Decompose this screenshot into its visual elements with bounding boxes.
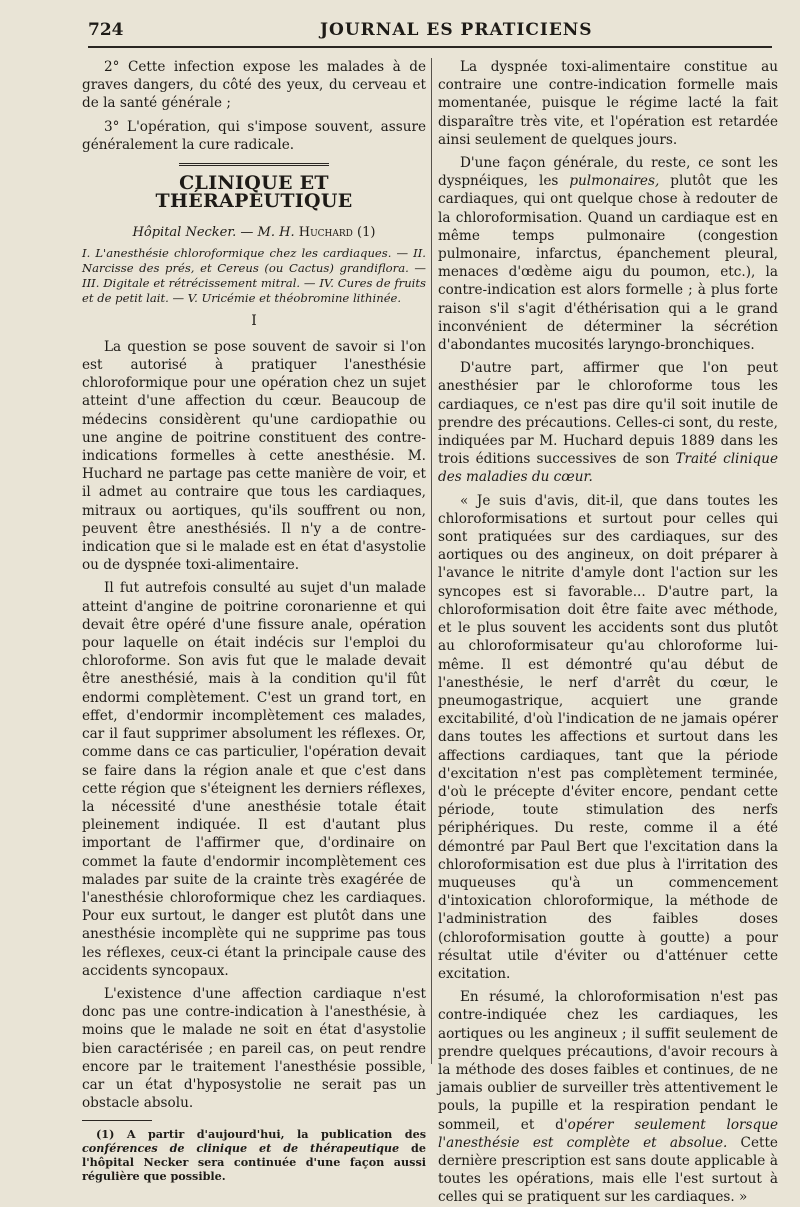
journal-title: JOURNAL ES PRATICIENS	[320, 20, 593, 40]
left-column	[82, 58, 426, 1184]
page-header	[88, 20, 772, 46]
quotation-paragraph: « Je suis d'avis, dit-il, que dans toutes les chloroformisations et surtout pour celles qui sont pratiquées sur des cardiaques, sur des aortiques ou des angineux, on doit préparer à l'avance le nitrite d'amyle dont l'action sur les syncopes est si favorable... D'autre part, la chloroformisation doit être faite avec méthode, et le plus souvent les accidents sont dus plutôt au chloroformisateur qu'au chloroforme lui-même. Il est démontré qu'au début de l'anesthésie, le nerf d'arrêt du cœur, le pneumogastrique, acquiert une grande excitabilité, d'où l'indication de ne jamais opérer dans toutes les affections et surtout dans les affections cardiaques, tant que la période d'excitation n'est pas complètement terminée, d'où le précepte d'éviter encore, pendant cette période, toute stimulation des nerfs périphériques. Du reste, comme il a été démontré par Paul Bert que l'excitation dans la chloroformisation est due plus à l'irritation des muqueuses qu'à un commencement d'intoxication chloroformique, la méthode de l'administration des faibles doses (chloroformisation goutte à goutte) a pour résultat utile d'éviter ou d'atténuer cette excitation.	[438, 492, 778, 982]
footnote-ref: (1)	[352, 225, 376, 241]
body-paragraph	[438, 359, 778, 486]
section-ornament	[179, 163, 329, 166]
body-paragraph: La question se pose souvent de savoir si l'on est autorisé à pratiquer l'anesthésie chloroformique pour une opération chez un sujet atteint d'une affection du cœur. Beaucoup de médecins considèrent qu'une cardiopathie ou une angine de poitrine constituent des contre-indications formelles à cette anesthésie. M. Huchard ne partage pas cette manière de voir, et il admet au contraire que tous les cardiaques, mitraux ou aortiques, qu'ils souffrent ou non, peuvent être anesthésiés. Il n'y a de contre-indication que si le malade est en état d'asystolie ou de dyspnée toxi-alimentaire.	[82, 338, 426, 574]
book-title: Traité clinique des maladies du cœur.	[438, 451, 778, 486]
lecture-byline	[82, 224, 426, 242]
header-rule	[88, 46, 772, 48]
right-column	[438, 58, 778, 1206]
footnote-text: de l'hôpital Necker sera continuée d'une façon aussi régulière que possible.	[82, 1141, 426, 1184]
part-numeral: I	[251, 312, 257, 329]
page-number: 724	[88, 20, 124, 40]
section-title: CLINIQUE ET THÉRAPEUTIQUE	[155, 172, 353, 213]
conclusion-paragraph	[438, 988, 778, 1206]
author-name: Huchard	[298, 225, 353, 241]
footnote-text: (1) A partir d'aujourd'hui, la publication des	[96, 1127, 426, 1142]
footnote	[82, 1127, 426, 1183]
intro-paragraph-2: 3° L'opération, qui s'impose souvent, assure généralement la cure radicale.	[82, 118, 426, 153]
byline-prefix: — M. H.	[236, 225, 299, 241]
text-run: D'une façon générale, du reste, ce sont les dyspnéiques, les	[438, 155, 778, 190]
text-run: plutôt que les cardiaques, qui ont quelque chose à redouter de la chloroformisation. Quand un cardiaque est en même temps pulmonaire (congestion pulmonaire, infarctus, épanchement pleural, menaces d'œdème aigu du poumon, etc.), la contre-indication est alors formelle ; à plus forte raison s'il s'agit d'éthérisation qui a le grand inconvénient de déterminer la sécrétion d'abondantes mucosités laryngo-bronchiques.	[438, 173, 778, 354]
lecture-summary: I. L'anesthésie chloroformique chez les cardiaques. — II. Narcisse des prés, et Cereus (ou Cactus) grandiflora. — III. Digitale et rétrécissement mitral. — IV. Cures de fruits et de petit lait. — V. Uricémie et théobromine lithinée.	[82, 245, 426, 305]
italic-run: pulmonaires,	[569, 173, 660, 190]
body-paragraph: La dyspnée toxi-alimentaire constitue au contraire une contre-indication formelle mais momentanée, puisque le régime lacté la fait disparaître très vite, et l'opération est retardée ainsi seulement de quelques jours.	[438, 59, 778, 148]
body-paragraph: L'existence d'une affection cardiaque n'est donc pas une contre-indication à l'anesthésie, à moins que le malade ne soit en état d'asystolie bien caractérisée ; en pareil cas, on peut rendre encore par le traitement l'anesthésie possible, car un état d'hyposystolie ne serait pas un obstacle absolu.	[82, 985, 426, 1112]
intro-paragraph-1: 2° Cette infection expose les malades à de graves dangers, du côté des yeux, du cerveau et de la santé générale ;	[82, 59, 426, 112]
footnote-rule	[82, 1120, 152, 1121]
italic-run: opérer seulement lorsque l'anesthésie est complète et absolue.	[438, 1116, 778, 1151]
text-run: Cette dernière prescription est sans doute applicable à toutes les opérations, mais elle l'est surtout à celles qui se pratiquent sur les cardiaques. »	[438, 1134, 778, 1206]
body-paragraph	[438, 154, 778, 354]
column-divider	[431, 58, 432, 1064]
text-run: En résumé, la chloroformisation n'est pas contre-indiquée chez les cardiaques, les aortiques ou les angineux ; il suffit seulement de prendre quelques précautions, d'avoir recours à la méthode des doses faibles et continues, de ne jamais oublier de surveiller très attentivement le pouls, la pupille et la respiration pendant le sommeil, et d'	[438, 989, 778, 1133]
text-run: D'autre part, affirmer que l'on peut anesthésier par le chloroforme tous les cardiaques, ce n'est pas dire qu'il soit inutile de prendre des précautions. Celles-ci sont, du reste, indiquées par M. Huchard depuis 1889 dans les trois éditions successives de son	[438, 360, 778, 468]
footnote-emphasis: conférences de clinique et de thérapeutique	[82, 1141, 400, 1156]
body-paragraph: Il fut autrefois consulté au sujet d'un malade atteint d'angine de poitrine coronarienne et qui devait être opéré d'une fissure anale, opération pour laquelle on était indécis sur l'emploi du chloroforme. Son avis fut que le malade devait être anesthésié, mais à la condition qu'il fût endormi complètement. C'est un grand tort, en effet, d'endormir incomplètement ces malades, car il faut supprimer absolument les réflexes. Or, comme dans ce cas particulier, l'opération devait se faire dans la région anale et que c'est dans cette région que s'éteignent les derniers réflexes, la nécessité d'une anesthésie totale était pleinement indiquée. Il est d'autant plus important de l'affirmer que, d'ordinaire on commet la faute d'endormir incomplètement ces malades par suite de la crainte très exagérée de l'anesthésie chloroformique chez les cardiaques. Pour eux surtout, le danger est plutôt dans une anesthésie incomplète qui ne supprime pas tous les réflexes, ceux-ci étant la principale cause des accidents syncopaux.	[82, 580, 426, 979]
hospital-name: Hôpital Necker.	[132, 225, 237, 241]
